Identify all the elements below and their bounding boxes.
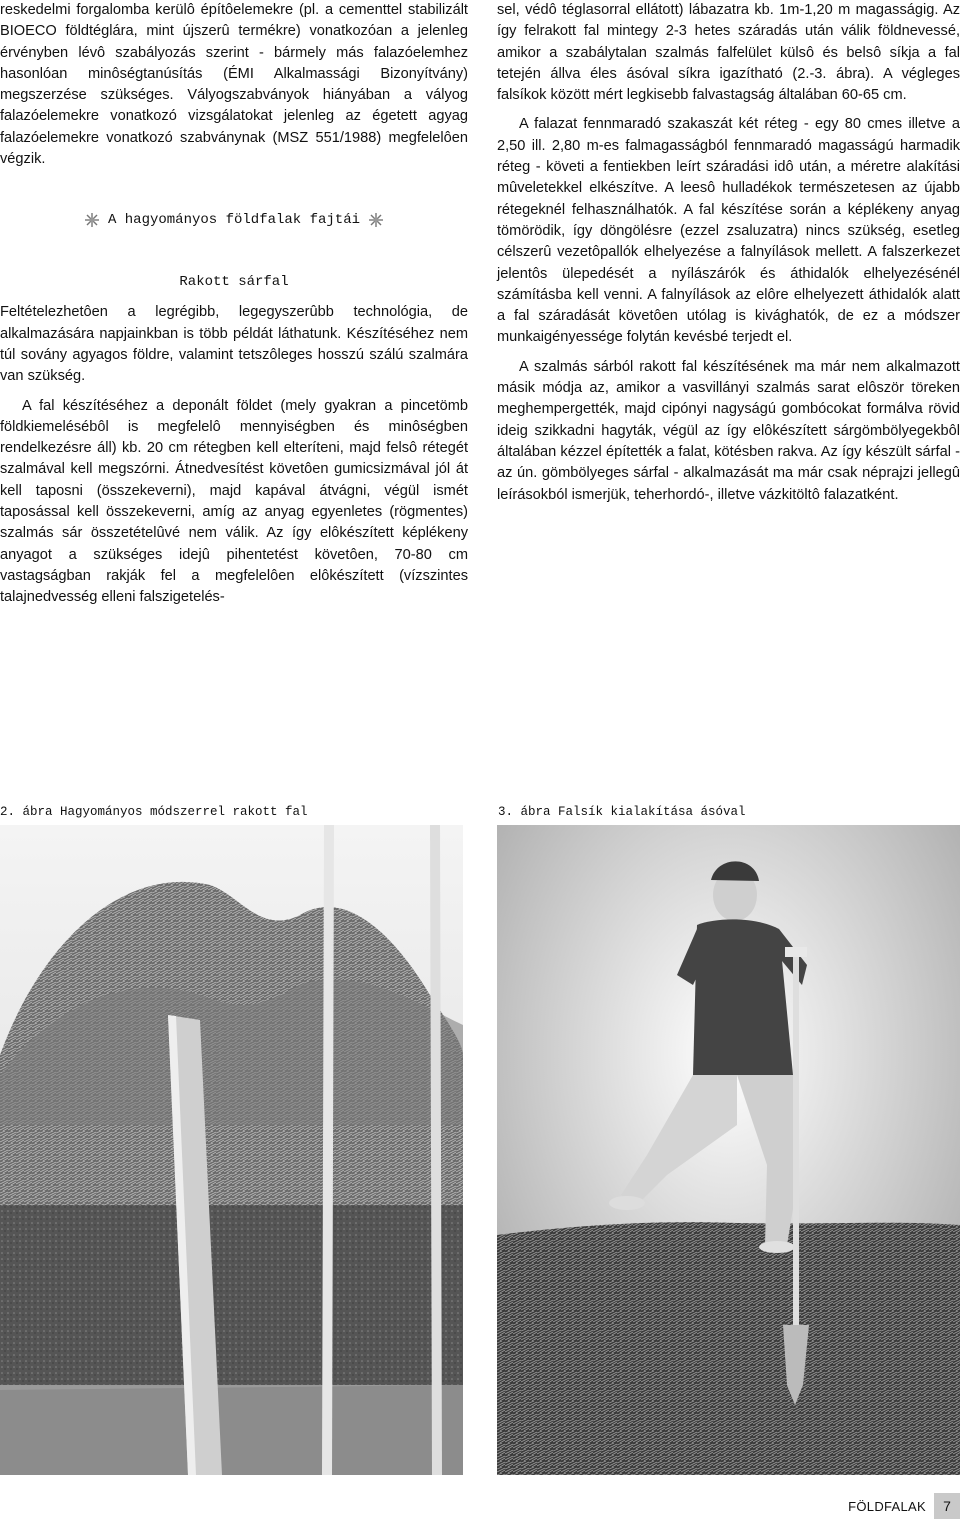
page-number: 7 [934, 1493, 960, 1519]
footer-title: FÖLDFALAK [848, 1498, 926, 1514]
paragraph: sel, védô téglasorral ellátott) lábazatra kb. 1m-1,20 m magasságig. Az így felrakott fal mintegy 2-3 hetes száradás után válik földnevessé, amikor a szabálytalan szalmás falfelület külsô és belsô síkja a fal tetején állva éles ásóval síkra igazítható (2.-3. ábra). A végleges falsíkok között mért legkisebb falvastagság általában 60-65 cm. [497, 2, 960, 104]
figure-3-caption: 3. ábra Falsík kialakítása ásóval [498, 805, 746, 819]
snowflake-ornament-icon [368, 212, 384, 228]
figure-3-photo [497, 825, 960, 1475]
subsection-title: Rakott sárfal [179, 274, 289, 291]
page-footer [848, 1493, 960, 1519]
snowflake-ornament-icon [84, 212, 100, 228]
figure-2-caption: 2. ábra Hagyományos módszerrel rakott fal [0, 805, 308, 819]
section-heading [0, 208, 468, 232]
paragraph: A szalmás sárból rakott fal készítésének ma már nem alkalmazott másik módja az, amikor a vasvillányi szalmás sarat elôször töreken meghempergették, majd cipónyi nagyságú gombócokat formálva rövid ideig szikkadni hagyták, végül az így elôkészített sárgömbölyegekbôl általában kézzel építették a falat, kötésben rakva. Az így készült sárfal - az ún. gömbölyeges sárfal - alkalmazását ma már csak néprajzi jellegû leírásokból ismerjük, teherhordó-, illetve vázkitöltô falazatként. [497, 358, 960, 503]
paragraph: A fal készítéséhez a deponált földet (mely gyakran a pincetömb földkiemelésébôl is megfelelô mennyiségben és minôségben rendelkezésre áll) kb. 20 cm rétegben kell elteríteni, majd felsô rétegét szalmával kell megszórni. Átnedvesítést követôen gumicsizmával jól át kell taposni (összekeverni), majd kapával átvágni, végül ismét taposással kell összekeverni, amíg az anyag egyenletes (rögmentes) szalmás sár összetételûvé nem válik. Az így elôkészített képlékeny anyagot a szükséges idejû pihentetést követôen, 70-80 cm vastagságban rakják fel a megfelelôen elôkészített (vízszintes talajnedvesség elleni falszigetelés- [0, 397, 468, 606]
figure-2-photo [0, 825, 463, 1475]
section-title: A hagyományos földfalak fajtái [107, 212, 361, 229]
intro-paragraph: reskedelmi forgalomba kerülô építôelemekre (pl. a cementtel stabilizált BIOECO földtéglára, mint újszerû termékre) vonatkozóan a jelenleg érvényben lévô szabályozás szerint - bármely más falazóelemhez hasonlóan minôségtanúsítás (ÉMI Alkalmassági Bizonyítvány) megszerzése szükséges. Vályogszabványok hiányában a vályog falazóelemekre vonatkozó vizsgálatokat jelenleg az égetett agyag falazóelemekre vonatkozó szabványnak (MSZ 551/1988) megfelelôen végzik. [0, 2, 468, 168]
paragraph: A falazat fennmaradó szakaszát két réteg - egy 80 cmes illetve a 2,50 ill. 2,80 m-es falmagasságból fennmaradó magasságú harmadik réteg - követi a fentiekben leírt száradási idô után, a méretre alakítási mûveletekkel elkészítve. A leesô hulladékok természetesen az újabb rétegeknél felhasználhatók. A fal készítése során a képlékeny anyag tömörödik, így döngölésre (ezzel zsaluzatra) nincs szükség, esetleg célszerû vezetôpallók elhelyezése a falnyílások mellett. A falszerkezet jelentôs ülepedését a nyílászárók és áthidalók elhelyezésénél számításba kell venni. A falnyílások az elôre elhelyezett áthidalók alatt a fal száradását követôen utólag is kivághatók, de ez a módszer munkaigényessége folytán kevésbé terjedt el. [497, 116, 960, 346]
right-column [497, 0, 960, 506]
paragraph: Feltételezhetôen a legrégibb, legegyszerûbb technológia, de alkalmazására napjainkban is több példát láthatunk. Készítéséhez nem túl sovány agyagos földre, valamint tetszôleges hosszú szálú szalmára van szükség. [0, 304, 468, 385]
left-column [0, 0, 468, 609]
